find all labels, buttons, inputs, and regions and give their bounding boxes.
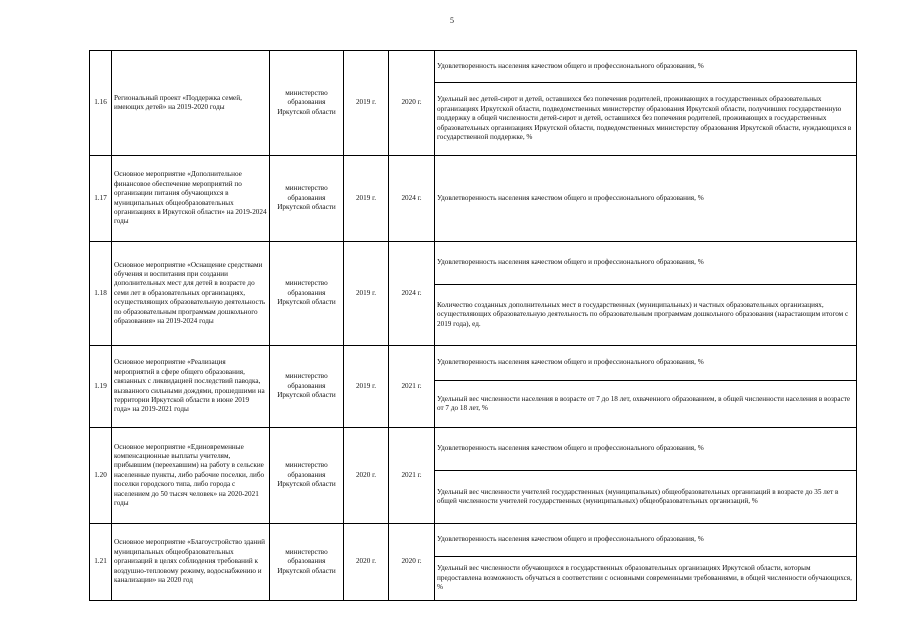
indicator: Количество созданных дополнительных мест в государственных (муниципальных) и частных образовательных организациях, осуществляющих образовательную деятельность по образовательным программам дошкольного образования (нарастающим итогом с 2019 года), ед.: [435, 285, 857, 346]
start-year: 2019 г.: [344, 51, 389, 156]
row-number: 1.17: [90, 156, 112, 242]
end-year: 2021 г.: [389, 346, 435, 428]
measure-name: Основное мероприятие «Единовременные компенсационные выплаты учителям, прибывшим (переехавшим) на работу в сельские населенные пункты, либо рабочие поселки, либо поселки городского типа, либо города с населением до 50 тысяч человек» на 2020-2021 годы: [112, 428, 270, 524]
indicator: Удовлетворенность населения качеством общего и профессионального образования, %: [435, 346, 857, 381]
start-year: 2020 г.: [344, 524, 389, 601]
responsible-executor: министерство образования Иркутской области: [270, 51, 344, 156]
end-year: 2024 г.: [389, 242, 435, 346]
page-number: 5: [450, 16, 454, 25]
table-row: [90, 242, 857, 285]
row-number: 1.20: [90, 428, 112, 524]
indicator: Удельный вес численности населения в возрасте от 7 до 18 лет, охваченного образованием, в общей численности населения в возрасте от 7 до 18 лет, %: [435, 381, 857, 428]
indicator: Удовлетворенность населения качеством общего и профессионального образования, %: [435, 156, 857, 242]
indicator: Удельный вес детей-сирот и детей, оставшихся без попечения родителей, проживающих в государственных образовательных организациях Иркутской области, подведомственных министерству образования Иркутской области, получивших государственную поддержку в общей численности детей-сирот и детей, оставшихся без попечения родителей, проживающих в государственных образовательных организациях Иркутской области, подведомственных министерству образования Иркутской области, нуждающихся в государственной поддержке, %: [435, 83, 857, 156]
table-row: [90, 346, 857, 381]
responsible-executor: министерство образования Иркутской области: [270, 156, 344, 242]
row-number: 1.18: [90, 242, 112, 346]
indicator: Удельный вес численности учителей государственных (муниципальных) общеобразовательных организаций в возрасте до 35 лет в общей численности учителей государственных (муниципальных) общеобразовательных организаций, %: [435, 471, 857, 524]
responsible-executor: министерство образования Иркутской области: [270, 242, 344, 346]
measure-name: Основное мероприятие «Благоустройство зданий муниципальных общеобразовательных организаций в целях соблюдения требований к воздушно-тепловому режиму, водоснабжению и канализации» на 2020 год: [112, 524, 270, 601]
responsible-executor: министерство образования Иркутской области: [270, 428, 344, 524]
table-row: [90, 428, 857, 471]
measure-name: Основное мероприятие «Реализация мероприятий в сфере общего образования, связанных с ликвидацией последствий паводка, вызванного сильными дождями, прошедшими на территории Иркутской области в июне 2019 года» на 2019-2021 годы: [112, 346, 270, 428]
indicator: Удовлетворенность населения качеством общего и профессионального образования, %: [435, 428, 857, 471]
end-year: 2021 г.: [389, 428, 435, 524]
table-row: [90, 524, 857, 557]
end-year: 2020 г.: [389, 524, 435, 601]
measures-table: [89, 50, 857, 601]
end-year: 2020 г.: [389, 51, 435, 156]
indicator: Удовлетворенность населения качеством общего и профессионального образования, %: [435, 51, 857, 83]
table-row: [90, 156, 857, 242]
row-number: 1.16: [90, 51, 112, 156]
row-number: 1.21: [90, 524, 112, 601]
measure-name: Региональный проект «Поддержка семей, имеющих детей» на 2019-2020 годы: [112, 51, 270, 156]
table-row: [90, 51, 857, 83]
start-year: 2019 г.: [344, 346, 389, 428]
end-year: 2024 г.: [389, 156, 435, 242]
measure-name: Основное мероприятие «Оснащение средствами обучения и воспитания при создании дополнительных мест для детей в возрасте до семи лет в образовательных организациях, осуществляющих образовательную деятельность по образовательным программам дошкольного образования» на 2019-2024 годы: [112, 242, 270, 346]
indicator: Удовлетворенность населения качеством общего и профессионального образования, %: [435, 242, 857, 285]
start-year: 2019 г.: [344, 242, 389, 346]
start-year: 2019 г.: [344, 156, 389, 242]
responsible-executor: министерство образования Иркутской области: [270, 524, 344, 601]
indicator: Удельный вес численности обучающихся в государственных образовательных организациях Иркутской области, которым предоставлена возможность обучаться в соответствии с основными современными требованиями, в общей численности обучающихся, %: [435, 557, 857, 601]
indicator: Удовлетворенность населения качеством общего и профессионального образования, %: [435, 524, 857, 557]
start-year: 2020 г.: [344, 428, 389, 524]
measure-name: Основное мероприятие «Дополнительное финансовое обеспечение мероприятий по организации питания обучающихся в муниципальных общеобразовательных организациях в Иркутской области» на 2019-2024 годы: [112, 156, 270, 242]
row-number: 1.19: [90, 346, 112, 428]
responsible-executor: министерство образования Иркутской области: [270, 346, 344, 428]
